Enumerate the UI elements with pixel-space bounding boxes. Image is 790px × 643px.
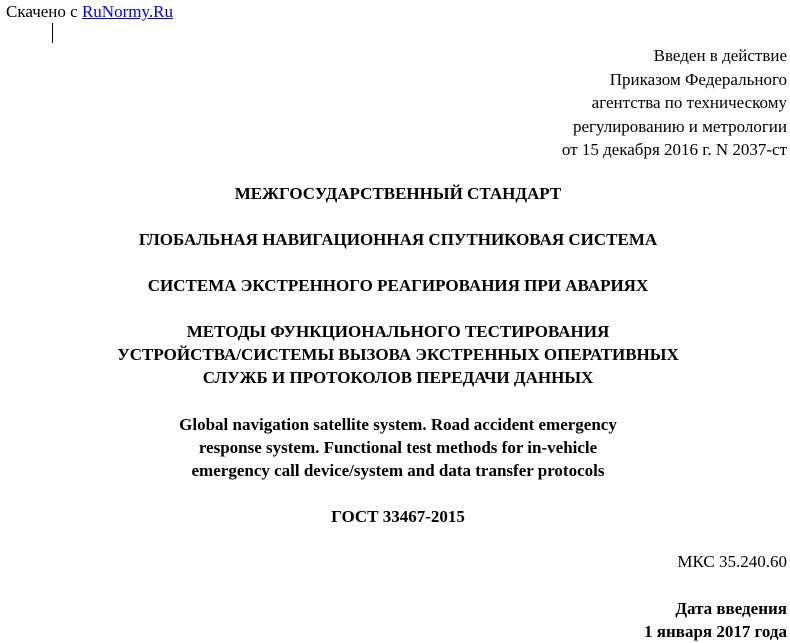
enactment-line: Приказом Федерального	[609, 69, 787, 89]
standard-type-heading	[0, 182, 790, 205]
enactment-line: регулированию и метрологии	[572, 116, 787, 136]
english-title-line: emergency call device/system and data transfer protocols	[191, 461, 605, 480]
introduction-date-value: 1 января 2017 года	[644, 622, 787, 641]
enactment-line: от 15 декабря 2016 г. N 2037-ст	[561, 140, 787, 159]
text-cursor	[52, 23, 53, 43]
subtitle-system-text: СИСТЕМА ЭКСТРЕННОГО РЕАГИРОВАНИЯ ПРИ АВАРИЯХ	[147, 276, 649, 295]
enactment-line: агентства по техническому	[591, 93, 787, 112]
english-title-line: response system. Functional test methods for in-vehicle	[198, 438, 598, 457]
standard-type-text: МЕЖГОСУДАРСТВЕННЫЙ СТАНДАРТ	[234, 184, 562, 203]
download-notice	[6, 2, 173, 22]
subtitle-methods-line: МЕТОДЫ ФУНКЦИОНАЛЬНОГО ТЕСТИРОВАНИЯ	[186, 322, 610, 341]
title-text: ГЛОБАЛЬНАЯ НАВИГАЦИОННАЯ СПУТНИКОВАЯ СИСТЕМА	[138, 230, 658, 249]
gost-number-text: ГОСТ 33467-2015	[331, 507, 465, 526]
subtitle-methods-heading	[0, 320, 790, 389]
title-heading	[0, 228, 790, 251]
enactment-line: Введен в действие	[653, 46, 787, 65]
download-notice-prefix: Скачено с	[6, 2, 78, 21]
subtitle-methods-line: СЛУЖБ И ПРОТОКОЛОВ ПЕРЕДАЧИ ДАННЫХ	[202, 368, 594, 387]
introduction-date-label: Дата введения	[675, 599, 787, 618]
subtitle-system-heading	[0, 274, 790, 297]
gost-number-heading	[0, 505, 790, 528]
english-title-line: Global navigation satellite system. Road accident emergency	[179, 415, 617, 434]
runormy-link[interactable]: RuNormy.Ru	[81, 2, 173, 21]
enactment-block	[387, 44, 787, 162]
english-title-block	[0, 413, 790, 482]
mks-code: МКС 35.240.60	[677, 552, 787, 571]
introduction-date-block	[644, 597, 787, 643]
subtitle-methods-line: УСТРОЙСТВА/СИСТЕМЫ ВЫЗОВА ЭКСТРЕННЫХ ОПЕРАТИВНЫХ	[117, 345, 679, 364]
